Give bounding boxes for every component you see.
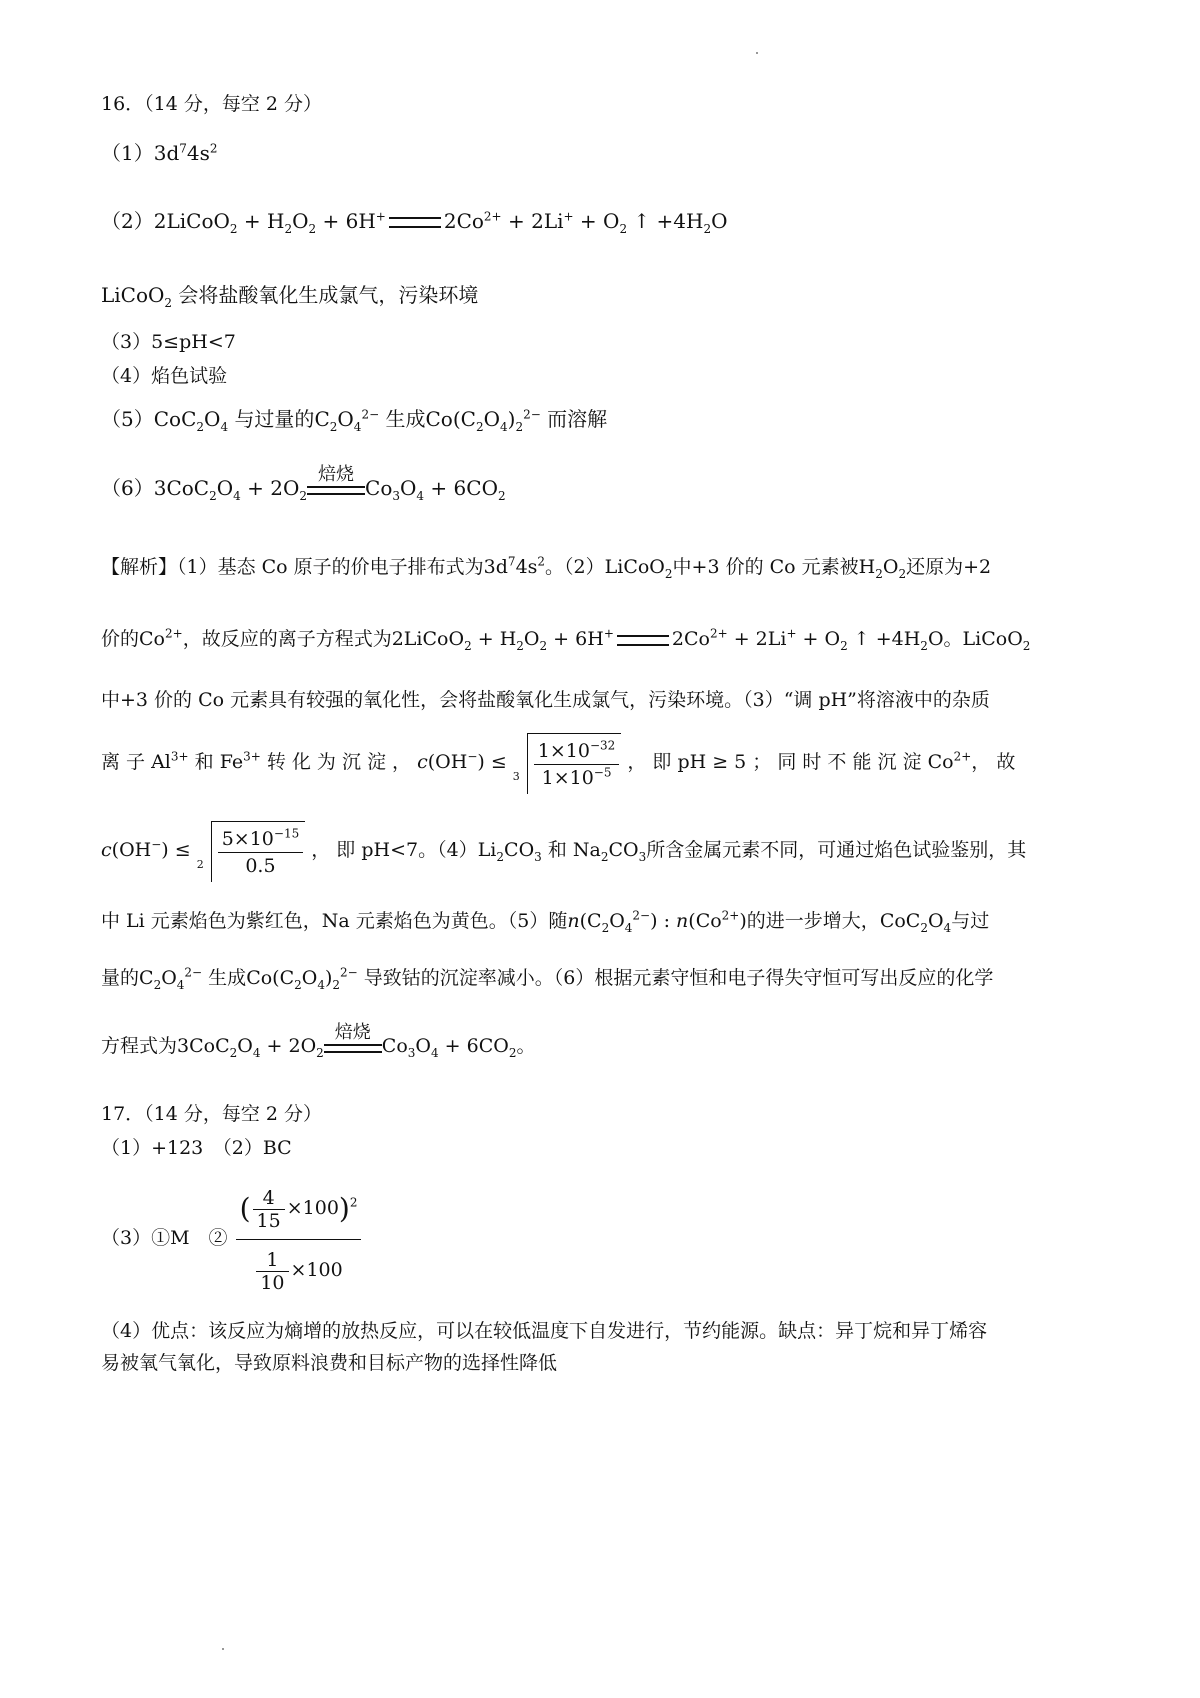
analysis-line-4: 离 子 $Al^{3+}$ 和 $Fe^{3+}$ 转 化 为 沉 淀 ， c(OH−) ≤ 3 $\frac{1\times 10^{-32}}{1\times 10^{-5}}$ ， 即 pH ≥ 5 ； 同 时 不 能 沉 淀 $Co^{2+}$， 故 <box>101 732 1015 794</box>
q16-header: 16．（14 分，每空 2 分） <box>101 93 323 115</box>
q16-answer-1: $(1)3d^74s^2$ <box>101 141 218 165</box>
q16-answer-4: （4）焰色试验 <box>101 365 228 387</box>
analysis-line-8: 方程式为$3CoC_2O_4 + 2O_2$ 焙烧 $Co_3O_4 + 6CO_2$。 <box>101 1022 536 1060</box>
reaction-condition: 焙烧 <box>307 464 365 501</box>
q17-header: 17．（14 分，每空 2 分） <box>101 1103 323 1125</box>
cube-root-expression: 3 $\frac{1\times 10^{-32}}{1\times 10^{-5}}$ <box>513 733 622 794</box>
analysis-line-7: 量的$C_2O_4^{2-}$ 生成$Co(C_2O_4)_2^{2-}$ 导致钴的沉淀率减小。（6）根据元素守恒和电子得失守恒可写出反应的化学 <box>101 965 994 992</box>
q17-answer-4-line-2: 易被氧气氧化，导致原料浪费和目标产物的选择性降低 <box>101 1352 558 1374</box>
reaction-condition: 焙烧 <box>324 1022 382 1059</box>
double-equals-sign <box>617 635 669 646</box>
q17-answer-3: （3）①M ② ( $\frac{4}{15}$ ×100)$^2$ $\frac{1}{10}$ ×100 <box>101 1178 363 1300</box>
equilibrium-constant-expression: ( $\frac{4}{15}$ ×100)$^2$ $\frac{1}{10}$ ×100 <box>236 1178 362 1300</box>
q16-answer-5: $(5)CoC_2O_4$ 与过量的$C_2O_4^{2-}$ 生成$Co(C_2O_4)_2^{2-}$ 而溶解 <box>101 407 608 434</box>
q17-answer-4-line-1: （4）优点：该反应为熵增的放热反应，可以在较低温度下自发进行，节约能源。缺点：异丁烷和异丁烯容 <box>101 1320 988 1342</box>
q16-answer-6: $(6)3CoC_2O_4 + 2O_2$ 焙烧 $Co_3O_4 + 6CO_2$ <box>101 464 506 503</box>
q16-answer-2: （2）2LiCoO$_2$ + $H_2O_2 + 6H^+$ $2Co^{2+} + 2Li^+ + O_2$ ↑ $+4H_2O$ <box>101 209 728 236</box>
scan-dot <box>756 52 758 54</box>
q16-answer-2-note: LiCoO$_2$ 会将盐酸氧化生成氯气，污染环境 <box>101 283 479 310</box>
scan-dot <box>222 1648 224 1650</box>
analysis-line-3: 中+3 价的 Co 元素具有较强的氧化性，会将盐酸氧化生成氯气，污染环境。（3）“调 pH”将溶液中的杂质 <box>101 689 990 711</box>
analysis-line-1: 【解析】（1）基态 Co 原子的价电子排布式为$3d^74s^2$。（2）LiCoO$_2$中+3 价的 Co 元素被$H_2O_2$还原为+2 <box>101 554 992 581</box>
analysis-line-2: 价的$Co^{2+}$，故反应的离子方程式为2LiCoO$_2$ + $H_2O_2 + 6H^+$ $2Co^{2+} + 2Li^+ + O_2$ ↑ $+4H_2O$。LiCoO$_2$ <box>101 626 1031 653</box>
square-root-expression: 2 $\frac{5\times 10^{-15}}{0.5}$ <box>197 821 306 882</box>
analysis-line-5: c(OH−) ≤ 2 $\frac{5\times 10^{-15}}{0.5}$ ， 即 pH<7。$(4)Li_2CO_3$ 和 $Na_2CO_3$所含金属元素不同，可通过焰色试验鉴别，其 <box>101 820 1026 882</box>
analysis-line-6: 中 Li 元素焰色为紫红色，Na 元素焰色为黄色。（5）随$n(C_2O_4^{2-})$ : $n(Co^{2+})$的进一步增大，$CoC_2O_4$与过 <box>101 908 990 935</box>
double-equals-sign <box>389 217 441 228</box>
q17-answer-1-2: （1）+123 （2）BC <box>101 1137 292 1159</box>
q16-answer-3: （3）5≤pH<7 <box>101 331 236 353</box>
